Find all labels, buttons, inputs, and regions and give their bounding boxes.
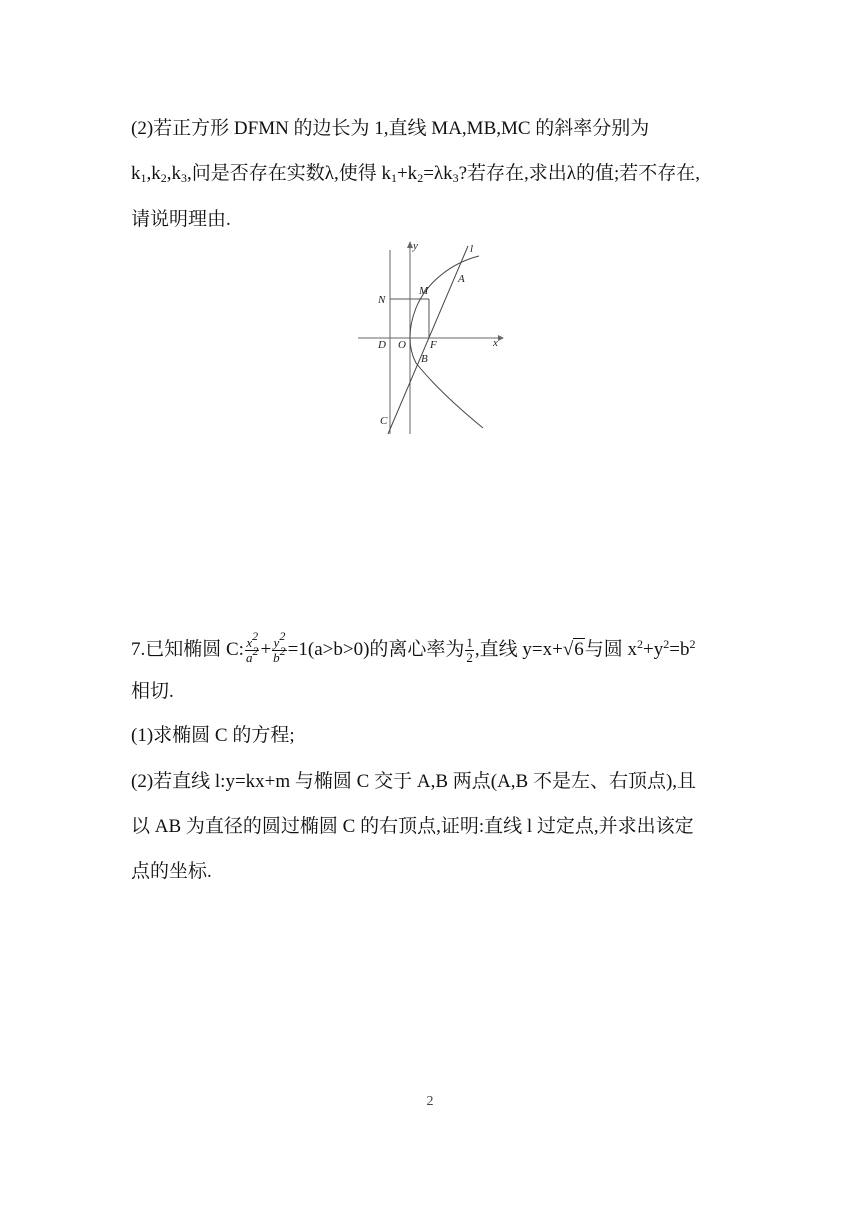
q6-part2-line-3: 请说明理由. bbox=[131, 209, 231, 230]
parabola-figure bbox=[356, 238, 506, 438]
label-y: y bbox=[413, 240, 418, 252]
fraction-y2-b2 bbox=[272, 629, 287, 665]
sqrt-six bbox=[563, 638, 585, 662]
q7-line-5: 以 AB 为直径的圆过椭圆 C 的右顶点,证明:直线 l 过定点,并求出该定 bbox=[131, 816, 694, 837]
frac-den: b bbox=[273, 650, 280, 665]
k1-base: k bbox=[131, 163, 141, 184]
k1-sub: 1 bbox=[390, 171, 397, 185]
q6-text: ?若存在,求出λ的值;若不存在, bbox=[458, 163, 701, 184]
frac-den: 2 bbox=[466, 650, 473, 665]
label-N: N bbox=[378, 294, 386, 306]
fraction-one-half bbox=[465, 636, 474, 665]
frac-num: x bbox=[246, 635, 253, 650]
q7-line-2: 相切. bbox=[131, 681, 174, 702]
k1-sub: 1 bbox=[140, 171, 147, 185]
label-x: x bbox=[493, 337, 498, 349]
frac-sup: 2 bbox=[279, 644, 286, 658]
label-M: M bbox=[419, 285, 429, 297]
q7-text: =b bbox=[669, 638, 690, 660]
k2-sub: 2 bbox=[417, 171, 424, 185]
frac-sup: 2 bbox=[252, 629, 259, 643]
q6-text: +k bbox=[396, 163, 418, 184]
frac-num: 1 bbox=[466, 635, 473, 650]
fraction-x2-a2 bbox=[245, 629, 260, 665]
q7-text: +y bbox=[643, 638, 664, 660]
k2-base: k bbox=[151, 163, 161, 184]
q7-text: =1(a>b>0)的离心率为 bbox=[287, 638, 465, 660]
sqrt-symbol: √ bbox=[562, 638, 574, 660]
page-number: 2 bbox=[426, 1094, 434, 1109]
plus-sign: + bbox=[260, 638, 272, 660]
parabola-curve bbox=[410, 256, 483, 428]
q7-text: 7.已知椭圆 C: bbox=[131, 638, 244, 660]
frac-den: a bbox=[245, 650, 253, 665]
label-C: C bbox=[380, 415, 388, 427]
k3-sub: 3 bbox=[181, 171, 187, 185]
label-F: F bbox=[430, 339, 437, 351]
q7-line-3: (1)求椭圆 C 的方程; bbox=[131, 725, 295, 746]
label-D: D bbox=[378, 339, 386, 351]
x-axis-arrow bbox=[498, 335, 504, 341]
sqrt-radicand: 6 bbox=[574, 638, 584, 660]
exponent: 2 bbox=[689, 636, 696, 651]
label-l: l bbox=[470, 243, 474, 255]
frac-sup: 2 bbox=[252, 644, 259, 658]
q6-part2-line-1: (2)若正方形 DFMN 的边长为 1,直线 MA,MB,MC 的斜率分别为 bbox=[131, 118, 650, 139]
k3-sub: 3 bbox=[452, 171, 459, 185]
k3-base: k bbox=[171, 163, 181, 184]
label-B: B bbox=[421, 353, 428, 365]
label-A: A bbox=[458, 273, 465, 285]
q7-line-4: (2)若直线 l:y=kx+m 与椭圆 C 交于 A,B 两点(A,B 不是左、右顶点),且 bbox=[131, 771, 697, 792]
q7-text: ,直线 y=x+ bbox=[474, 638, 563, 660]
q6-part2-line-2 bbox=[131, 162, 700, 186]
k2-sub: 2 bbox=[160, 171, 167, 185]
q6-text: =λk bbox=[423, 163, 453, 184]
q7-line-6: 点的坐标. bbox=[131, 861, 212, 882]
frac-sup: 2 bbox=[279, 629, 286, 643]
exponent: 2 bbox=[663, 636, 670, 651]
exponent: 2 bbox=[637, 636, 644, 651]
comma: , bbox=[166, 163, 172, 184]
q7-text: 与圆 x bbox=[584, 638, 638, 660]
q6-text: ,问是否存在实数λ,使得 k bbox=[187, 163, 391, 184]
frac-num: y bbox=[273, 635, 280, 650]
label-O: O bbox=[398, 339, 406, 351]
q7-line-1 bbox=[131, 629, 696, 665]
comma: , bbox=[146, 163, 152, 184]
